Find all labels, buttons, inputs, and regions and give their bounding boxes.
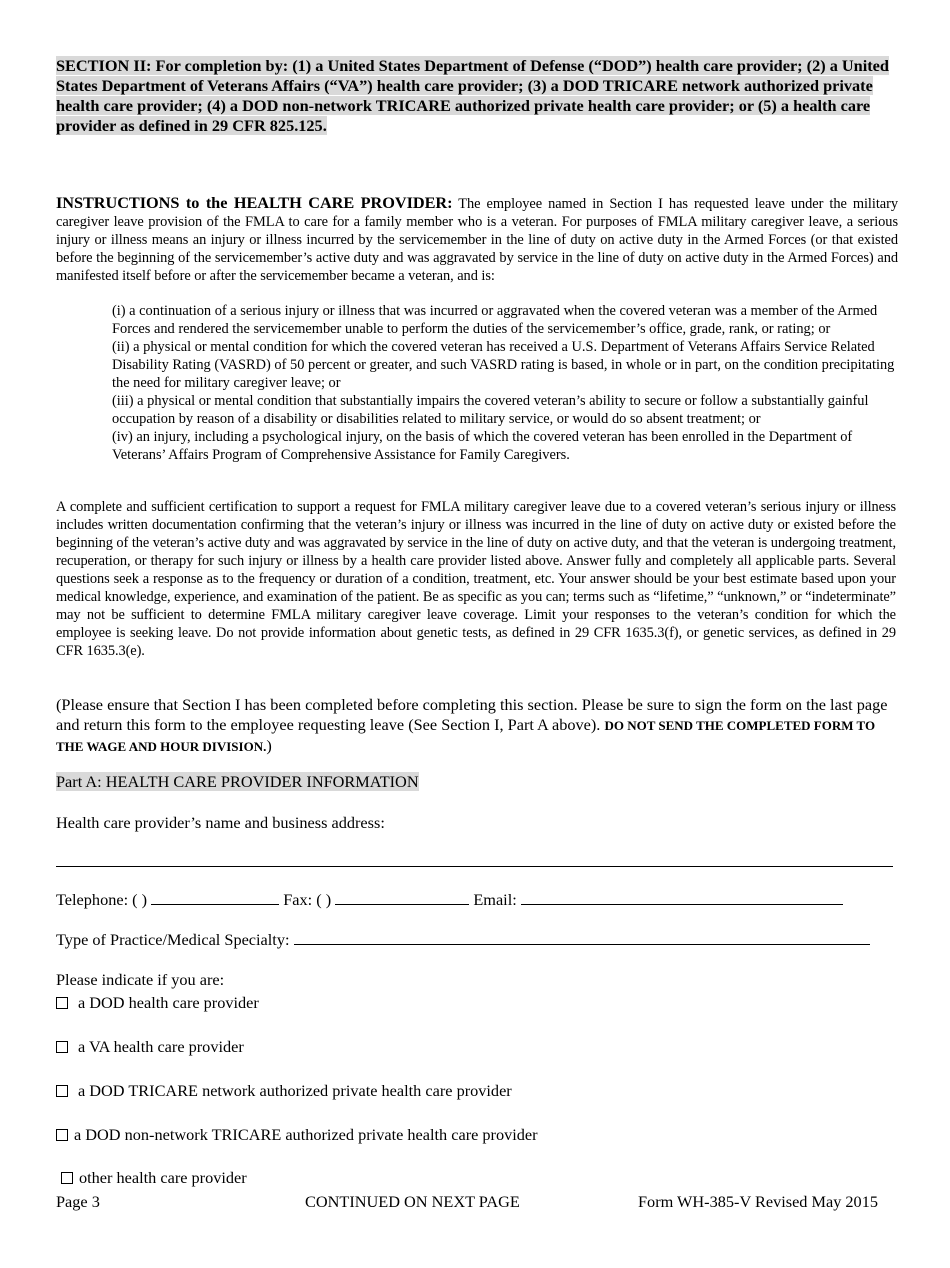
contact-row: [56, 890, 843, 910]
section-heading-text: SECTION II: For completion by: (1) a United States Department of Defense (“DOD”) health care provider; (2) a United States Department of Veterans Affairs (“VA”) health care provider; (3) a DOD TRICARE network authorized private health care provider; (4) a DOD non-network TRICARE authorized private health care provider; or (5) a health care provider as defined in 29 CFR 825.125.: [56, 56, 889, 135]
fax-label: Fax: ( ): [283, 890, 332, 909]
option-other-provider[interactable]: [61, 1168, 247, 1188]
option-tricare-non-network-provider[interactable]: [56, 1125, 538, 1145]
fax-field[interactable]: [335, 890, 469, 905]
checkbox[interactable]: [56, 997, 68, 1009]
telephone-label: Telephone: ( ): [56, 890, 148, 909]
checkbox[interactable]: [56, 1129, 68, 1141]
part-a-heading-text: Part A: HEALTH CARE PROVIDER INFORMATION: [56, 772, 419, 791]
please-ensure-close: ): [266, 736, 272, 755]
name-address-field[interactable]: [56, 866, 893, 867]
continued-note: CONTINUED ON NEXT PAGE: [305, 1192, 520, 1211]
name-address-label: Health care provider’s name and business address:: [56, 813, 385, 832]
instructions-paragraph: [56, 194, 898, 285]
specialty-row: [56, 930, 870, 950]
do-not-send-warning: DO NOT SEND THE COMPLETED FORM TO THE WAGE AND HOUR DIVISION.: [56, 718, 876, 754]
part-a-heading: [56, 772, 419, 792]
option-label: a DOD health care provider: [78, 993, 259, 1012]
section-heading: [56, 56, 896, 136]
page-number: Page 3: [56, 1192, 100, 1211]
criteria-item: (iv) an injury, including a psychological injury, on the basis of which the covered veteran has been enrolled in the Department of Veterans’ Affairs Program of Comprehensive Assistance for Family Caregivers.: [112, 429, 853, 463]
certification-paragraph: A complete and sufficient certification to support a request for FMLA military caregiver leave due to a covered veteran’s serious injury or illness includes written documentation confirming that the veteran’s injury or illness was incurred in the line of duty on active duty or existed before the beginning of the veteran’s active duty and was aggravated by service in the line of duty on active duty, and that the veteran is undergoing treatment, recuperation, or therapy for such injury or illness by a health care provider listed above. Answer fully and completely all applicable parts. Several questions seek a response as to the frequency or duration of a condition, treatment, etc. Your answer should be your best estimate based upon your medical knowledge, experience, and examination of the patient. Be as specific as you can; terms such as “lifetime,” “unknown,” or “indeterminate” may not be sufficient to determine FMLA military caregiver leave coverage. Limit your responses to the veteran’s condition for which the employee is seeking leave. Do not provide information about genetic tests, as defined in 29 CFR 1635.3(f), or genetic services, as defined in 29 CFR 1635.3(e).: [56, 499, 896, 659]
instructions-lead: INSTRUCTIONS to the HEALTH CARE PROVIDER:: [56, 193, 453, 212]
option-label: a DOD non-network TRICARE authorized private health care provider: [74, 1125, 538, 1144]
specialty-field[interactable]: [294, 930, 870, 945]
option-va-provider[interactable]: [56, 1037, 244, 1057]
please-ensure-note: [56, 695, 896, 757]
criteria-item: (iii) a physical or mental condition that substantially impairs the covered veteran’s ability to secure or follow a substantially gainful occupation by reason of a disability or disabilities related to military service, or would do so absent treatment; or: [112, 393, 869, 427]
instructions-body: The employee named in Section I has requested leave under the military caregiver leave provision of the FMLA to care for a family member who is a veteran. For purposes of FMLA military caregiver leave, a serious injury or illness means an injury or illness incurred by the servicemember in the line of duty on active duty in the Armed Forces (or that existed before the beginning of the servicemember’s active duty and was aggravated by service in the line of duty on active duty in the Armed Forces) and manifested itself before or after the servicemember became a veteran, and is:: [56, 196, 898, 284]
option-label: a DOD TRICARE network authorized private health care provider: [78, 1081, 512, 1100]
option-label: other health care provider: [79, 1168, 247, 1187]
email-label: Email:: [473, 890, 517, 909]
checkbox[interactable]: [61, 1172, 73, 1184]
telephone-field[interactable]: [151, 890, 279, 905]
option-label: a VA health care provider: [78, 1037, 244, 1056]
criteria-item: (i) a continuation of a serious injury or illness that was incurred or aggravated when the covered veteran was a member of the Armed Forces and rendered the servicemember unable to perform the duties of the servicemember’s office, grade, rank, or rating; or: [112, 303, 878, 337]
checkbox[interactable]: [56, 1041, 68, 1053]
email-field[interactable]: [521, 890, 843, 905]
criteria-item: (ii) a physical or mental condition for which the covered veteran has received a U.S. Department of Veterans Affairs Service Related Disability Rating (VASRD) of 50 percent or greater, and such VASRD rating is based, in whole or in part, on the condition precipitating the need for military caregiver leave; or: [112, 339, 895, 391]
criteria-list: [112, 302, 898, 464]
please-ensure-text: (Please ensure that Section I has been completed before completing this section. Please be sure to sign the form on the last page and return this form to the employee requesting leave (See Section I, Part A above).: [56, 695, 888, 734]
specialty-label: Type of Practice/Medical Specialty:: [56, 930, 290, 949]
option-dod-provider[interactable]: [56, 993, 259, 1013]
option-tricare-network-provider[interactable]: [56, 1081, 512, 1101]
form-id: Form WH-385-V Revised May 2015: [638, 1192, 878, 1211]
indicate-label: Please indicate if you are:: [56, 970, 225, 989]
checkbox[interactable]: [56, 1085, 68, 1097]
